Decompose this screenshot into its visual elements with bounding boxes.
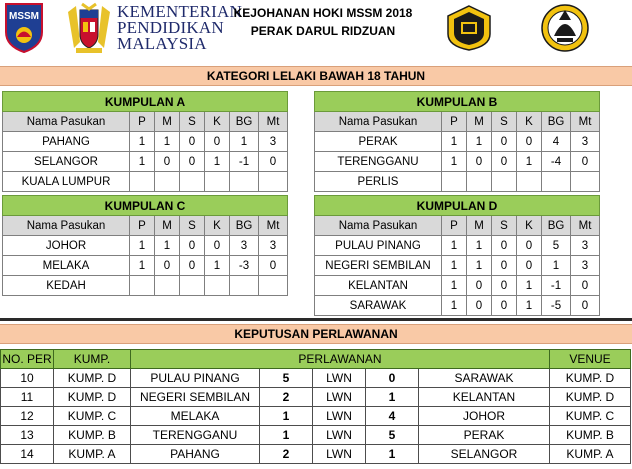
header-kump: KUMP. — [54, 350, 131, 369]
kpm-line-2: PENDIDIKAN — [117, 18, 224, 37]
match-venue: KUMP. C — [550, 407, 631, 426]
col-header-p: P — [442, 216, 467, 236]
versus-label: LWN — [313, 426, 366, 445]
table-row — [3, 236, 288, 256]
group-d-table — [314, 195, 600, 316]
results-banner: KEPUTUSAN PERLAWANAN — [0, 324, 632, 344]
col-header-mt: Mt — [571, 112, 600, 132]
stat-cell: 0 — [259, 256, 288, 276]
group-a-table — [2, 91, 288, 192]
table-row — [315, 236, 600, 256]
table-row — [315, 152, 600, 172]
stat-cell: 0 — [517, 256, 542, 276]
jpn-perak-logo — [446, 4, 492, 52]
away-team: SARAWAK — [419, 369, 550, 388]
stat-cell: 1 — [205, 152, 230, 172]
team-name: JOHOR — [3, 236, 130, 256]
match-venue: KUMP. B — [550, 426, 631, 445]
table-row — [1, 407, 631, 426]
col-header-k: K — [517, 112, 542, 132]
team-name: NEGERI SEMBILAN — [315, 256, 442, 276]
col-header-m: M — [467, 216, 492, 236]
match-group: KUMP. A — [54, 445, 131, 464]
versus-label: LWN — [313, 388, 366, 407]
home-team: TERENGGANU — [131, 426, 260, 445]
col-header-team: Nama Pasukan — [3, 112, 130, 132]
match-venue: KUMP. D — [550, 369, 631, 388]
home-score: 5 — [260, 369, 313, 388]
col-header-mt: Mt — [259, 216, 288, 236]
stat-cell: 0 — [180, 132, 205, 152]
header-perlawanan: PERLAWANAN — [131, 350, 550, 369]
home-score: 2 — [260, 388, 313, 407]
stat-cell: 1 — [130, 236, 155, 256]
match-venue: KUMP. A — [550, 445, 631, 464]
stat-cell: 1 — [155, 236, 180, 256]
team-name: KUALA LUMPUR — [3, 172, 130, 192]
stat-cell: -3 — [230, 256, 259, 276]
stat-cell: 3 — [571, 256, 600, 276]
stat-cell — [467, 172, 492, 192]
away-team: JOHOR — [419, 407, 550, 426]
col-header-bg: BG — [542, 112, 571, 132]
header-venue: VENUE — [550, 350, 631, 369]
col-header-m: M — [467, 112, 492, 132]
versus-label: LWN — [313, 369, 366, 388]
col-header-team: Nama Pasukan — [3, 216, 130, 236]
stat-cell: 3 — [259, 236, 288, 256]
stat-cell: 1 — [467, 236, 492, 256]
stat-cell: 0 — [205, 132, 230, 152]
mssm-logo — [4, 2, 44, 54]
stat-cell: 0 — [467, 296, 492, 316]
away-score: 0 — [366, 369, 419, 388]
kpm-line-3: MALAYSIA — [117, 34, 207, 53]
page-title: KEJOHANAN HOKI MSSM 2018 — [233, 6, 413, 20]
col-header-s: S — [492, 112, 517, 132]
stat-cell: 1 — [442, 256, 467, 276]
stat-cell: -4 — [542, 152, 571, 172]
stat-cell: 0 — [259, 152, 288, 172]
stat-cell — [542, 172, 571, 192]
stat-cell: 0 — [492, 256, 517, 276]
table-row — [315, 256, 600, 276]
match-group: KUMP. D — [54, 388, 131, 407]
results-header-row — [1, 350, 631, 369]
category-banner: KATEGORI LELAKI BAWAH 18 TAHUN — [0, 66, 632, 86]
table-row — [1, 426, 631, 445]
stat-cell: 3 — [259, 132, 288, 152]
away-score: 1 — [366, 388, 419, 407]
stat-cell: -5 — [542, 296, 571, 316]
versus-label: LWN — [313, 407, 366, 426]
table-row — [315, 172, 600, 192]
stat-cell: 1 — [517, 276, 542, 296]
stat-cell: 1 — [442, 276, 467, 296]
group-title: KUMPULAN D — [315, 196, 600, 216]
stat-cell — [130, 172, 155, 192]
match-venue: KUMP. D — [550, 388, 631, 407]
stat-cell: 1 — [442, 152, 467, 172]
stat-cell: 0 — [205, 236, 230, 256]
table-row — [315, 132, 600, 152]
page-subtitle: PERAK DARUL RIDZUAN — [250, 24, 396, 38]
stat-cell: 0 — [517, 236, 542, 256]
away-score: 5 — [366, 426, 419, 445]
perak-crest-icon — [540, 2, 590, 54]
results-table — [0, 349, 631, 464]
match-no: 14 — [1, 445, 54, 464]
stat-cell: 0 — [467, 152, 492, 172]
stat-cell: 3 — [571, 236, 600, 256]
stat-cell: 1 — [442, 296, 467, 316]
stat-cell — [205, 276, 230, 296]
stat-cell — [230, 276, 259, 296]
stat-cell — [155, 276, 180, 296]
match-group: KUMP. B — [54, 426, 131, 445]
stat-cell: 5 — [542, 236, 571, 256]
team-name: SARAWAK — [315, 296, 442, 316]
table-row — [1, 445, 631, 464]
away-team: SELANGOR — [419, 445, 550, 464]
stat-cell — [517, 172, 542, 192]
table-row — [3, 276, 288, 296]
team-name: PULAU PINANG — [315, 236, 442, 256]
col-header-bg: BG — [230, 112, 259, 132]
home-team: NEGERI SEMBILAN — [131, 388, 260, 407]
stat-cell: 0 — [492, 132, 517, 152]
match-no: 11 — [1, 388, 54, 407]
stat-cell: 1 — [130, 256, 155, 276]
malaysia-crest-icon — [64, 2, 114, 54]
stat-cell — [442, 172, 467, 192]
col-header-team: Nama Pasukan — [315, 112, 442, 132]
col-header-s: S — [492, 216, 517, 236]
col-header-m: M — [155, 216, 180, 236]
away-score: 4 — [366, 407, 419, 426]
versus-label: LWN — [313, 445, 366, 464]
col-header-mt: Mt — [259, 112, 288, 132]
col-header-p: P — [130, 112, 155, 132]
stat-cell: 1 — [517, 296, 542, 316]
stat-cell: 3 — [571, 132, 600, 152]
home-team: PULAU PINANG — [131, 369, 260, 388]
stat-cell: 0 — [492, 152, 517, 172]
stat-cell: -1 — [542, 276, 571, 296]
table-row — [315, 276, 600, 296]
away-team: PERAK — [419, 426, 550, 445]
stat-cell — [155, 172, 180, 192]
table-row — [3, 172, 288, 192]
match-no: 12 — [1, 407, 54, 426]
stat-cell: 0 — [180, 236, 205, 256]
divider — [0, 318, 632, 321]
match-no: 10 — [1, 369, 54, 388]
match-no: 13 — [1, 426, 54, 445]
stat-cell: 0 — [155, 152, 180, 172]
stat-cell — [571, 172, 600, 192]
table-row — [3, 152, 288, 172]
col-header-m: M — [155, 112, 180, 132]
stat-cell — [180, 276, 205, 296]
col-header-k: K — [205, 112, 230, 132]
stat-cell: 4 — [542, 132, 571, 152]
stat-cell — [259, 172, 288, 192]
table-row — [315, 296, 600, 316]
team-name: KEDAH — [3, 276, 130, 296]
stat-cell: 1 — [230, 132, 259, 152]
col-header-k: K — [517, 216, 542, 236]
header-no: NO. PER — [1, 350, 54, 369]
stat-cell: 0 — [180, 152, 205, 172]
table-row — [1, 369, 631, 388]
col-header-s: S — [180, 112, 205, 132]
stat-cell: 1 — [467, 256, 492, 276]
stat-cell: 0 — [492, 236, 517, 256]
stat-cell — [205, 172, 230, 192]
stat-cell: 0 — [571, 296, 600, 316]
team-name: KELANTAN — [315, 276, 442, 296]
col-header-k: K — [205, 216, 230, 236]
team-name: PAHANG — [3, 132, 130, 152]
table-row — [3, 256, 288, 276]
group-title: KUMPULAN C — [3, 196, 288, 216]
stat-cell — [259, 276, 288, 296]
stat-cell — [230, 172, 259, 192]
home-score: 2 — [260, 445, 313, 464]
col-header-bg: BG — [230, 216, 259, 236]
match-group: KUMP. C — [54, 407, 131, 426]
home-team: PAHANG — [131, 445, 260, 464]
group-title: KUMPULAN A — [3, 92, 288, 112]
group-c-table — [2, 195, 288, 296]
col-header-bg: BG — [542, 216, 571, 236]
stat-cell: 1 — [130, 152, 155, 172]
home-score: 1 — [260, 426, 313, 445]
stat-cell: 1 — [130, 132, 155, 152]
stat-cell — [130, 276, 155, 296]
stat-cell: 0 — [571, 276, 600, 296]
team-name: TERENGGANU — [315, 152, 442, 172]
col-header-team: Nama Pasukan — [315, 216, 442, 236]
away-team: KELANTAN — [419, 388, 550, 407]
stat-cell: 0 — [467, 276, 492, 296]
group-b-table — [314, 91, 600, 192]
stat-cell: 1 — [442, 236, 467, 256]
stat-cell: -1 — [230, 152, 259, 172]
stat-cell: 1 — [467, 132, 492, 152]
stat-cell: 1 — [517, 152, 542, 172]
stat-cell: 1 — [542, 256, 571, 276]
stat-cell: 0 — [155, 256, 180, 276]
col-header-p: P — [442, 112, 467, 132]
table-row — [1, 388, 631, 407]
kpm-line-1: KEMENTERIAN — [117, 2, 242, 21]
stat-cell — [492, 172, 517, 192]
match-group: KUMP. D — [54, 369, 131, 388]
table-row — [3, 132, 288, 152]
stat-cell: 0 — [571, 152, 600, 172]
team-name: SELANGOR — [3, 152, 130, 172]
stat-cell: 3 — [230, 236, 259, 256]
stat-cell: 0 — [180, 256, 205, 276]
stat-cell — [180, 172, 205, 192]
stat-cell: 0 — [492, 296, 517, 316]
col-header-s: S — [180, 216, 205, 236]
group-title: KUMPULAN B — [315, 92, 600, 112]
col-header-mt: Mt — [571, 216, 600, 236]
stat-cell: 1 — [442, 132, 467, 152]
team-name: PERLIS — [315, 172, 442, 192]
kpm-wordmark — [117, 4, 242, 52]
stat-cell: 0 — [517, 132, 542, 152]
home-score: 1 — [260, 407, 313, 426]
stat-cell: 0 — [492, 276, 517, 296]
away-score: 1 — [366, 445, 419, 464]
col-header-p: P — [130, 216, 155, 236]
team-name: MELAKA — [3, 256, 130, 276]
mssm-logo-text: MSSM — [9, 11, 39, 22]
home-team: MELAKA — [131, 407, 260, 426]
stat-cell: 1 — [205, 256, 230, 276]
stat-cell: 1 — [155, 132, 180, 152]
team-name: PERAK — [315, 132, 442, 152]
